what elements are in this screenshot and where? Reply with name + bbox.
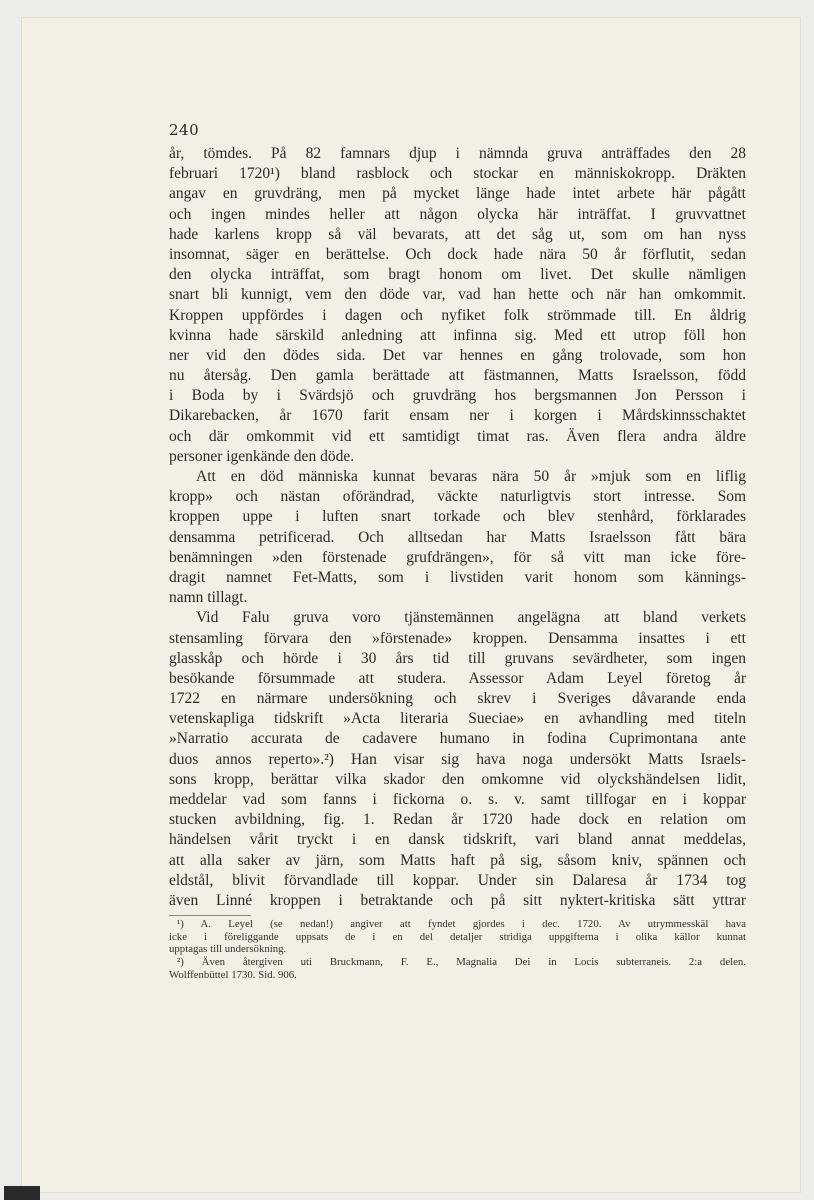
- text-line: dragit namnet Fet-Matts, som i livstiden varit honom som kännings-: [169, 568, 746, 586]
- text-line: år, tömdes. På 82 famnars djup i nämnda gruva anträffades den 28: [169, 145, 746, 162]
- text-line: vetenskapliga tidskrift »Acta literaria Sueciae» en avhandling med titeln: [169, 710, 746, 728]
- text-line: stensamling förvara den »förstenade» kroppen. Densamma insattes i ett: [169, 629, 746, 647]
- text-line: Att en död människa kunnat bevaras nära 50 år »mjuk som en liflig: [196, 468, 746, 485]
- text-line: kvinna hade särskild anledning att infinna sig. Med ett utrop föll hon: [169, 326, 746, 344]
- text-line: kropp» och nästan oförändrad, väckte naturligtvis stort intresse. Som: [169, 488, 746, 506]
- text-line: angav en gruvdräng, men på mycket länge hade intet arbete här pågått: [169, 185, 746, 203]
- text-line: personer igenkände den döde.: [169, 447, 355, 465]
- page-number: 240: [169, 121, 200, 139]
- text-line: insomnat, säger en berättelse. Och dock hade nära 50 år förflutit, sedan: [169, 245, 746, 263]
- footnote-line: icke i föreliggande uppsats de i en del detaljer stridiga uppgifterna i olika källor kunnat: [169, 930, 746, 943]
- text-line: i Boda by i Svärdsjö och gruvdräng hos bergsmannen Jon Persson i: [169, 387, 746, 405]
- footnote-line: Wolffenbüttel 1730. Sid. 906.: [169, 968, 297, 981]
- text-line: Kroppen uppfördes i dagen och nyfiket folk strömmade till. En åldrig: [169, 306, 746, 324]
- text-line: händelsen vårit tryckt i en dansk tidskrift, vari bland annat meddelas,: [169, 831, 746, 849]
- text-line: 1722 en närmare undersökning och skrev i Sveriges dåvarande enda: [169, 690, 746, 708]
- text-line: eldstål, blivit förvandlade till koppar. Under sin Dalaresa år 1734 tog: [169, 871, 746, 889]
- main-text: [169, 144, 746, 911]
- text-line: att alla saker av järn, som Matts haft på sig, såsom kniv, spännen och: [169, 851, 746, 869]
- text-line: snart bli kunnigt, vem den döde var, vad han hette och när han omkommit.: [169, 286, 746, 304]
- text-line: sons kropp, berättar vilka skador den omkomne vid olyckshändelsen lidit,: [169, 770, 746, 788]
- text-line: och ingen mindes heller att någon olycka här inträffat. I gruvvattnet: [169, 205, 746, 223]
- text-line: besökande försummade att studera. Assessor Adam Leyel företog år: [169, 669, 746, 687]
- text-line: stucken avbildning, fig. 1. Redan år 1720 hade dock en relation om: [169, 811, 746, 829]
- footnote-divider: [169, 915, 251, 916]
- text-line: nu återsåg. Den gamla berättade att fästmannen, Matts Israelsson, född: [169, 367, 746, 385]
- text-line: februari 1720¹) bland rasblock och stockar en människokropp. Dräkten: [169, 165, 746, 183]
- book-page: [22, 18, 800, 1192]
- text-line: duos annos reperto».²) Han visar sig hava noga undersökt Matts Israels-: [169, 750, 746, 768]
- text-line: Dikarebacken, år 1670 farit ensam ner i korgen i Mårdskinnsschaktet: [169, 407, 746, 425]
- scan-edge-mark: [4, 1186, 40, 1200]
- text-line: hade karlens kropp så väl bevarats, att det såg ut, som om han nyss: [169, 225, 746, 243]
- text-line: »Narratio accurata de cadavere humano in fodina Cuprimontana ante: [169, 730, 746, 748]
- text-line: densamma petrificerad. Och alltsedan har Matts Israelsson fått bära: [169, 528, 746, 546]
- footnote-line: ¹) A. Leyel (se nedan!) angiver att fyndet gjordes i dec. 1720. Av utrymmesskäl hava: [177, 918, 746, 931]
- text-line: den olycka inträffat, som bragt honom om livet. Det skulle nämligen: [169, 266, 746, 284]
- text-line: namn tillagt.: [169, 589, 248, 607]
- text-line: och där omkommit vid ett samtidigt timat ras. Även flera andra äldre: [169, 427, 746, 445]
- text-line: Vid Falu gruva voro tjänstemännen angelägna att bland verkets: [196, 609, 746, 627]
- text-line: glasskåp och hörde i 30 års tid till gruvans sevärdheter, som ingen: [169, 649, 746, 667]
- text-line: meddelar vad som fanns i fickorna o. s. v. samt tillfogar en i koppar: [169, 791, 746, 808]
- footnotes: [169, 918, 746, 981]
- text-line: ner vid den dödes sida. Det var hennes en gång trolovade, som hon: [169, 346, 746, 364]
- text-line: benämningen »den förstenade grufdrängen», för så vitt man icke före-: [169, 548, 746, 566]
- footnote-line: upptagas till undersökning.: [169, 943, 287, 956]
- text-line: kroppen uppe i luften snart torkade och blev stenhård, förklarades: [169, 508, 746, 526]
- text-line: även Linné kroppen i betraktande och på sitt nyktert-kritiska sätt yttrar: [169, 891, 746, 909]
- text-block: [169, 120, 746, 981]
- footnote-line: ²) Även återgiven uti Bruckmann, F. E., Magnalia Dei in Locis subterraneis. 2:a delen.: [177, 955, 746, 968]
